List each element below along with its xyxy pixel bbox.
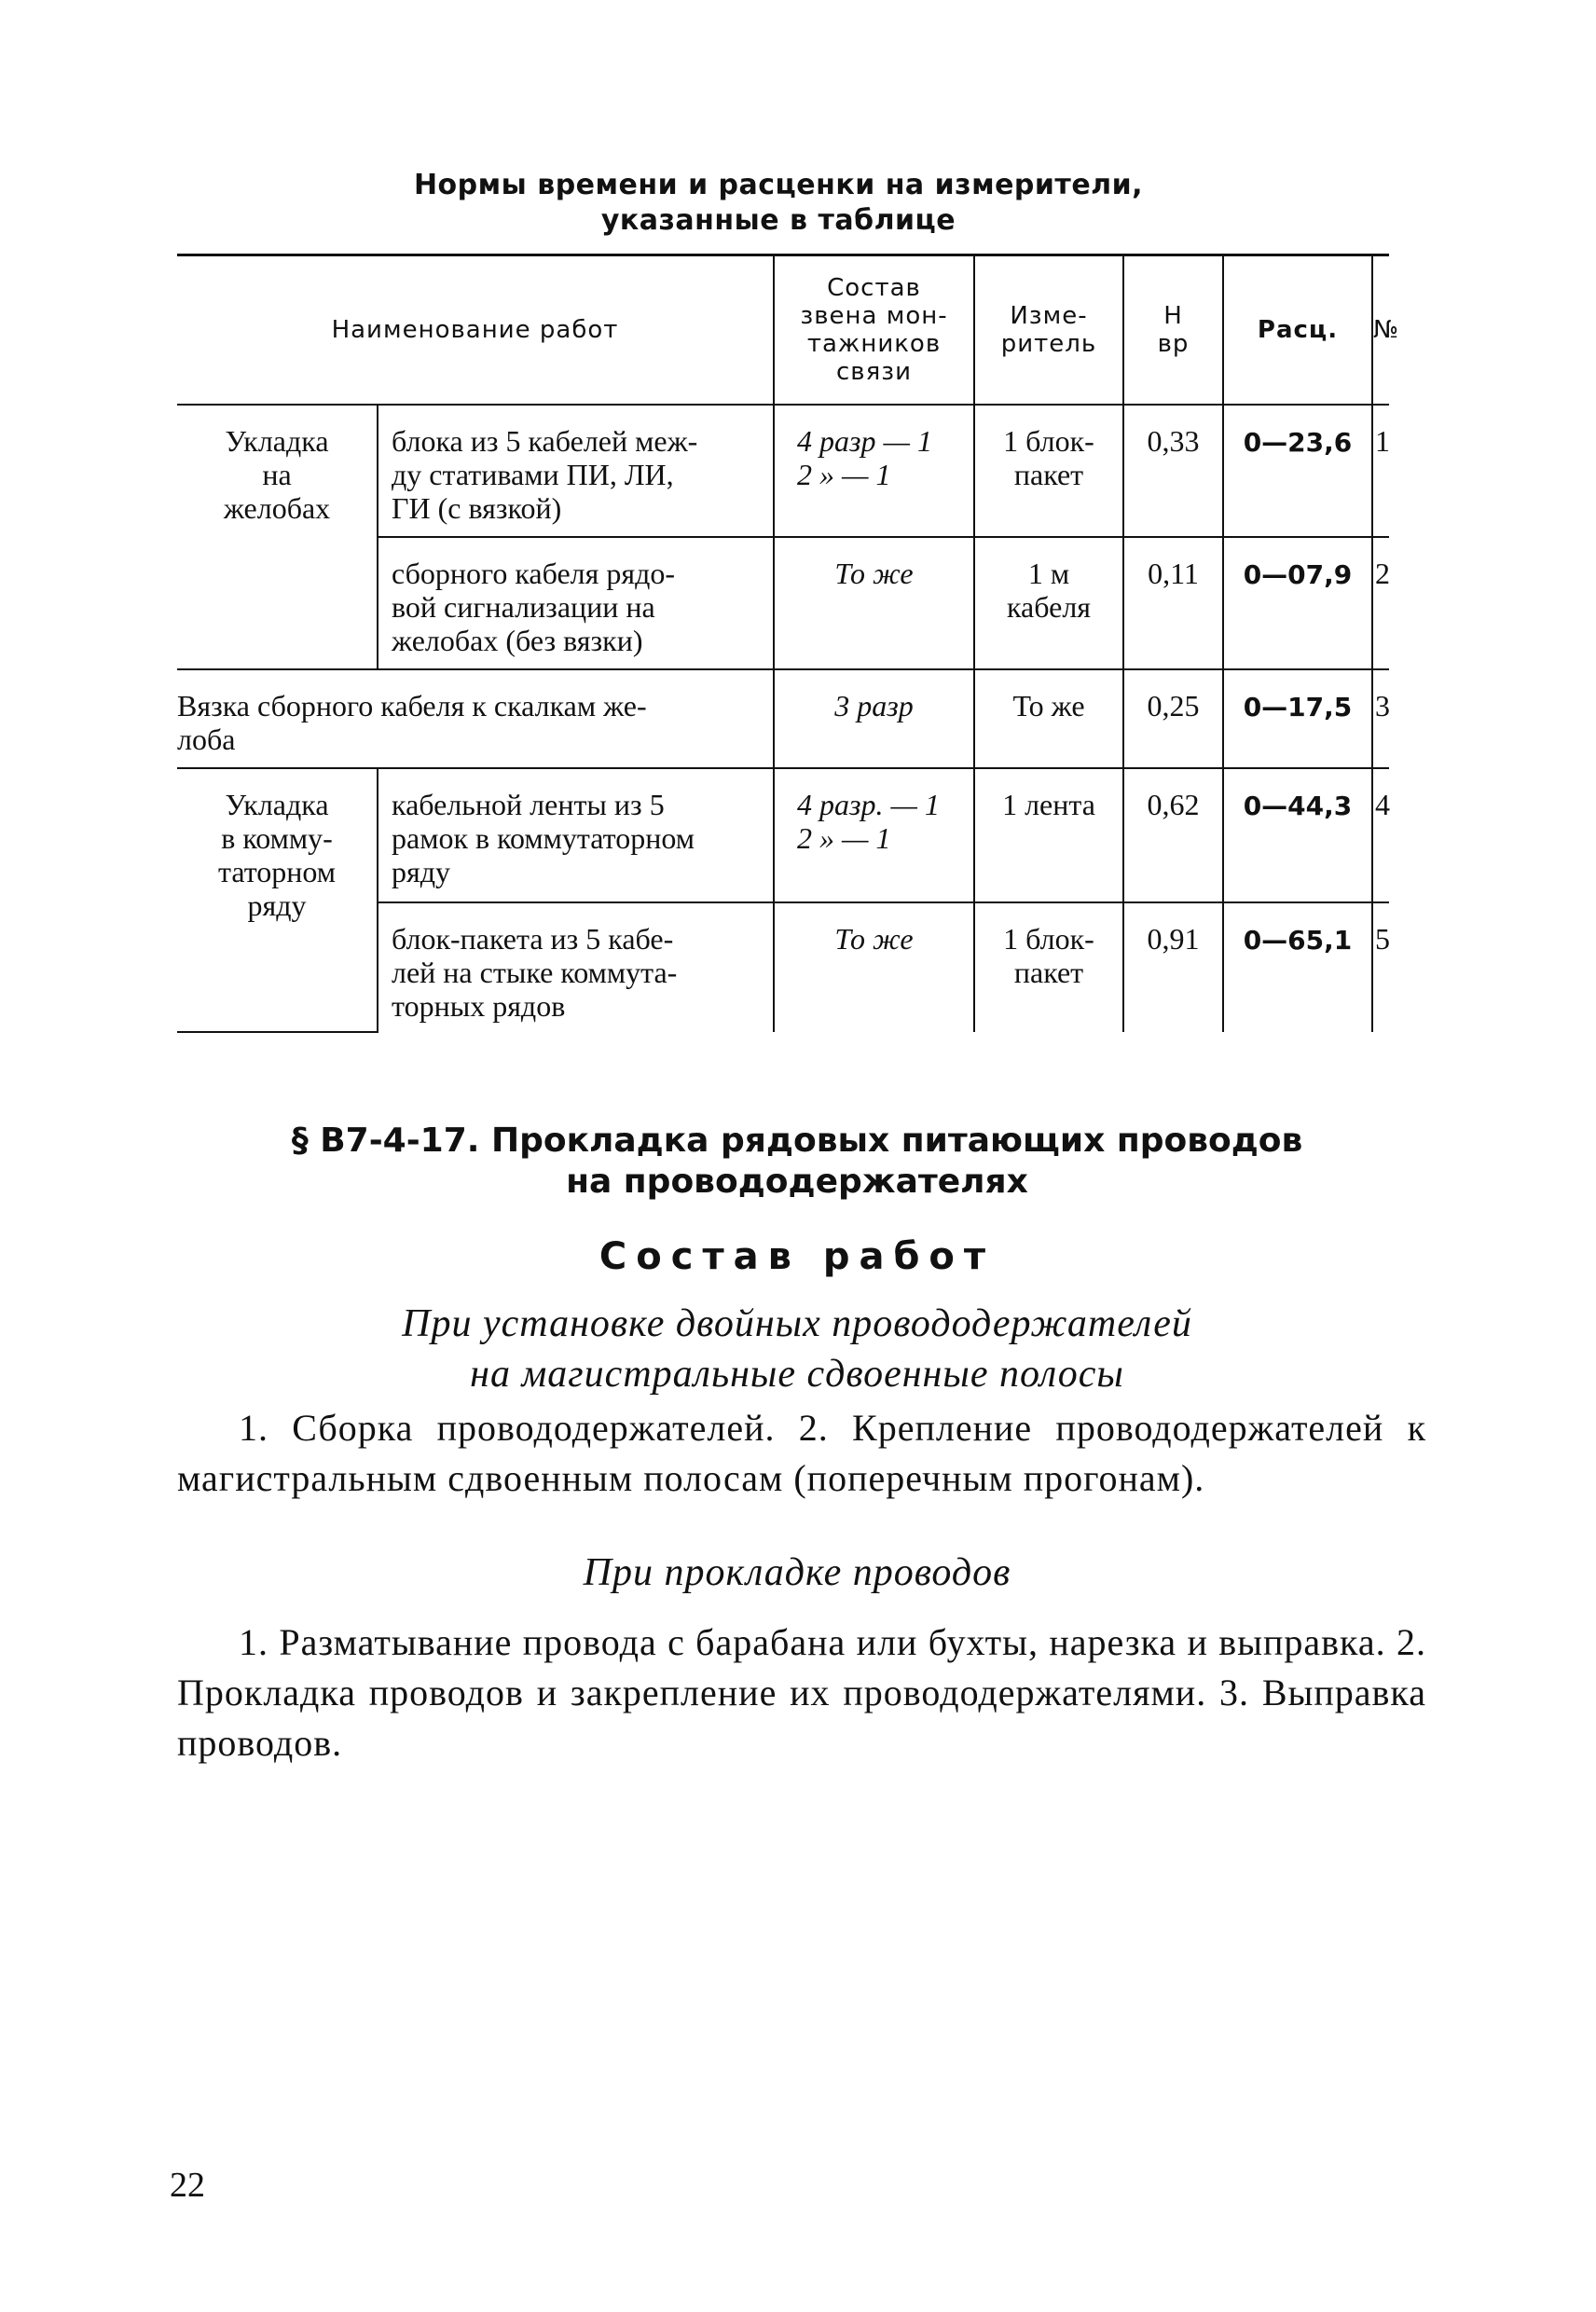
crew-cell: То же (774, 902, 974, 1032)
paragraph-installation: 1. Сборка провододержателей. 2. Крепление провододержателей к магистральным сдвоенным полосам (поперечным прогонам). (177, 1407, 1426, 1499)
desc-cell: блока из 5 кабелей меж- ду стативами ПИ, ЛИ, ГИ (с вязкой) (378, 405, 774, 537)
num-cell: 2 (1372, 537, 1389, 669)
paragraph-laying: 1. Разматывание провода с барабана или бухты, нарезка и выправка. 2. Прокладка проводов и закрепление их провододержателями. 3. Выправка проводов. (177, 1621, 1426, 1764)
section-title: § В7-4-17. Прокладка рядовых питающих проводов на провододержателях (291, 1122, 1303, 1201)
desc-cell: сборного кабеля рядо- вой сигнализации на желобах (без вязки) (378, 537, 774, 669)
crew-cell: 4 разр — 1 2 » — 1 (774, 405, 974, 537)
header-measure: Изме- ритель (974, 255, 1123, 406)
table-caption (177, 168, 1380, 239)
header-rate: Расц. (1223, 255, 1372, 406)
header-row (177, 255, 1389, 406)
num-cell: 3 (1372, 669, 1389, 768)
num-cell: 1 (1372, 405, 1389, 537)
crew-cell: То же (774, 537, 974, 669)
rate-cell: 0—65,1 (1223, 902, 1372, 1032)
desc-cell: блок-пакета из 5 кабе- лей на стыке коммута- торных рядов (378, 902, 774, 1032)
section-subheading: Состав работ (598, 1235, 996, 1278)
category-cell: Укладка в комму- таторном ряду (177, 768, 378, 1032)
desc-cell: Вязка сборного кабеля к скалкам же- лоба (177, 669, 774, 768)
header-nvr: Н вр (1123, 255, 1223, 406)
measure-cell: 1 лента (974, 768, 1123, 902)
rate-cell: 0—17,5 (1223, 669, 1372, 768)
nvr-cell: 0,62 (1123, 768, 1223, 902)
measure-cell: 1 блок- пакет (974, 902, 1123, 1032)
header-name: Наименование работ (177, 255, 774, 406)
measure-cell: То же (974, 669, 1123, 768)
subheading-laying: При прокладке проводов (583, 1551, 1011, 1594)
nvr-cell: 0,11 (1123, 537, 1223, 669)
norms-table (177, 254, 1400, 1033)
header-num: № (1372, 255, 1389, 406)
desc-cell: кабельной ленты из 5 рамок в коммутаторном ряду (378, 768, 774, 902)
measure-cell: 1 блок- пакет (974, 405, 1123, 537)
table-caption-line-1: Нормы времени и расценки на измерители, (413, 169, 1144, 201)
subheading-installation: При установке двойных провододержателей на магистральные сдвоенные полосы (402, 1302, 1192, 1396)
crew-cell: 3 разр (774, 669, 974, 768)
rate-cell: 0—23,6 (1223, 405, 1372, 537)
table-caption-line-2: указанные в таблице (600, 204, 956, 237)
rate-cell: 0—07,9 (1223, 537, 1372, 669)
measure-cell: 1 м кабеля (974, 537, 1123, 669)
table-row (177, 405, 1389, 537)
num-cell: 5 (1372, 902, 1389, 1032)
table-row (177, 669, 1389, 768)
nvr-cell: 0,33 (1123, 405, 1223, 537)
page-number: 22 (170, 2166, 205, 2205)
nvr-cell: 0,25 (1123, 669, 1223, 768)
category-cell: Укладка на желобах (177, 405, 378, 669)
header-crew: Состав звена мон- тажников связи (774, 255, 974, 406)
nvr-cell: 0,91 (1123, 902, 1223, 1032)
table-row (177, 768, 1389, 902)
num-cell: 4 (1372, 768, 1389, 902)
rate-cell: 0—44,3 (1223, 768, 1372, 902)
crew-cell: 4 разр. — 1 2 » — 1 (774, 768, 974, 902)
